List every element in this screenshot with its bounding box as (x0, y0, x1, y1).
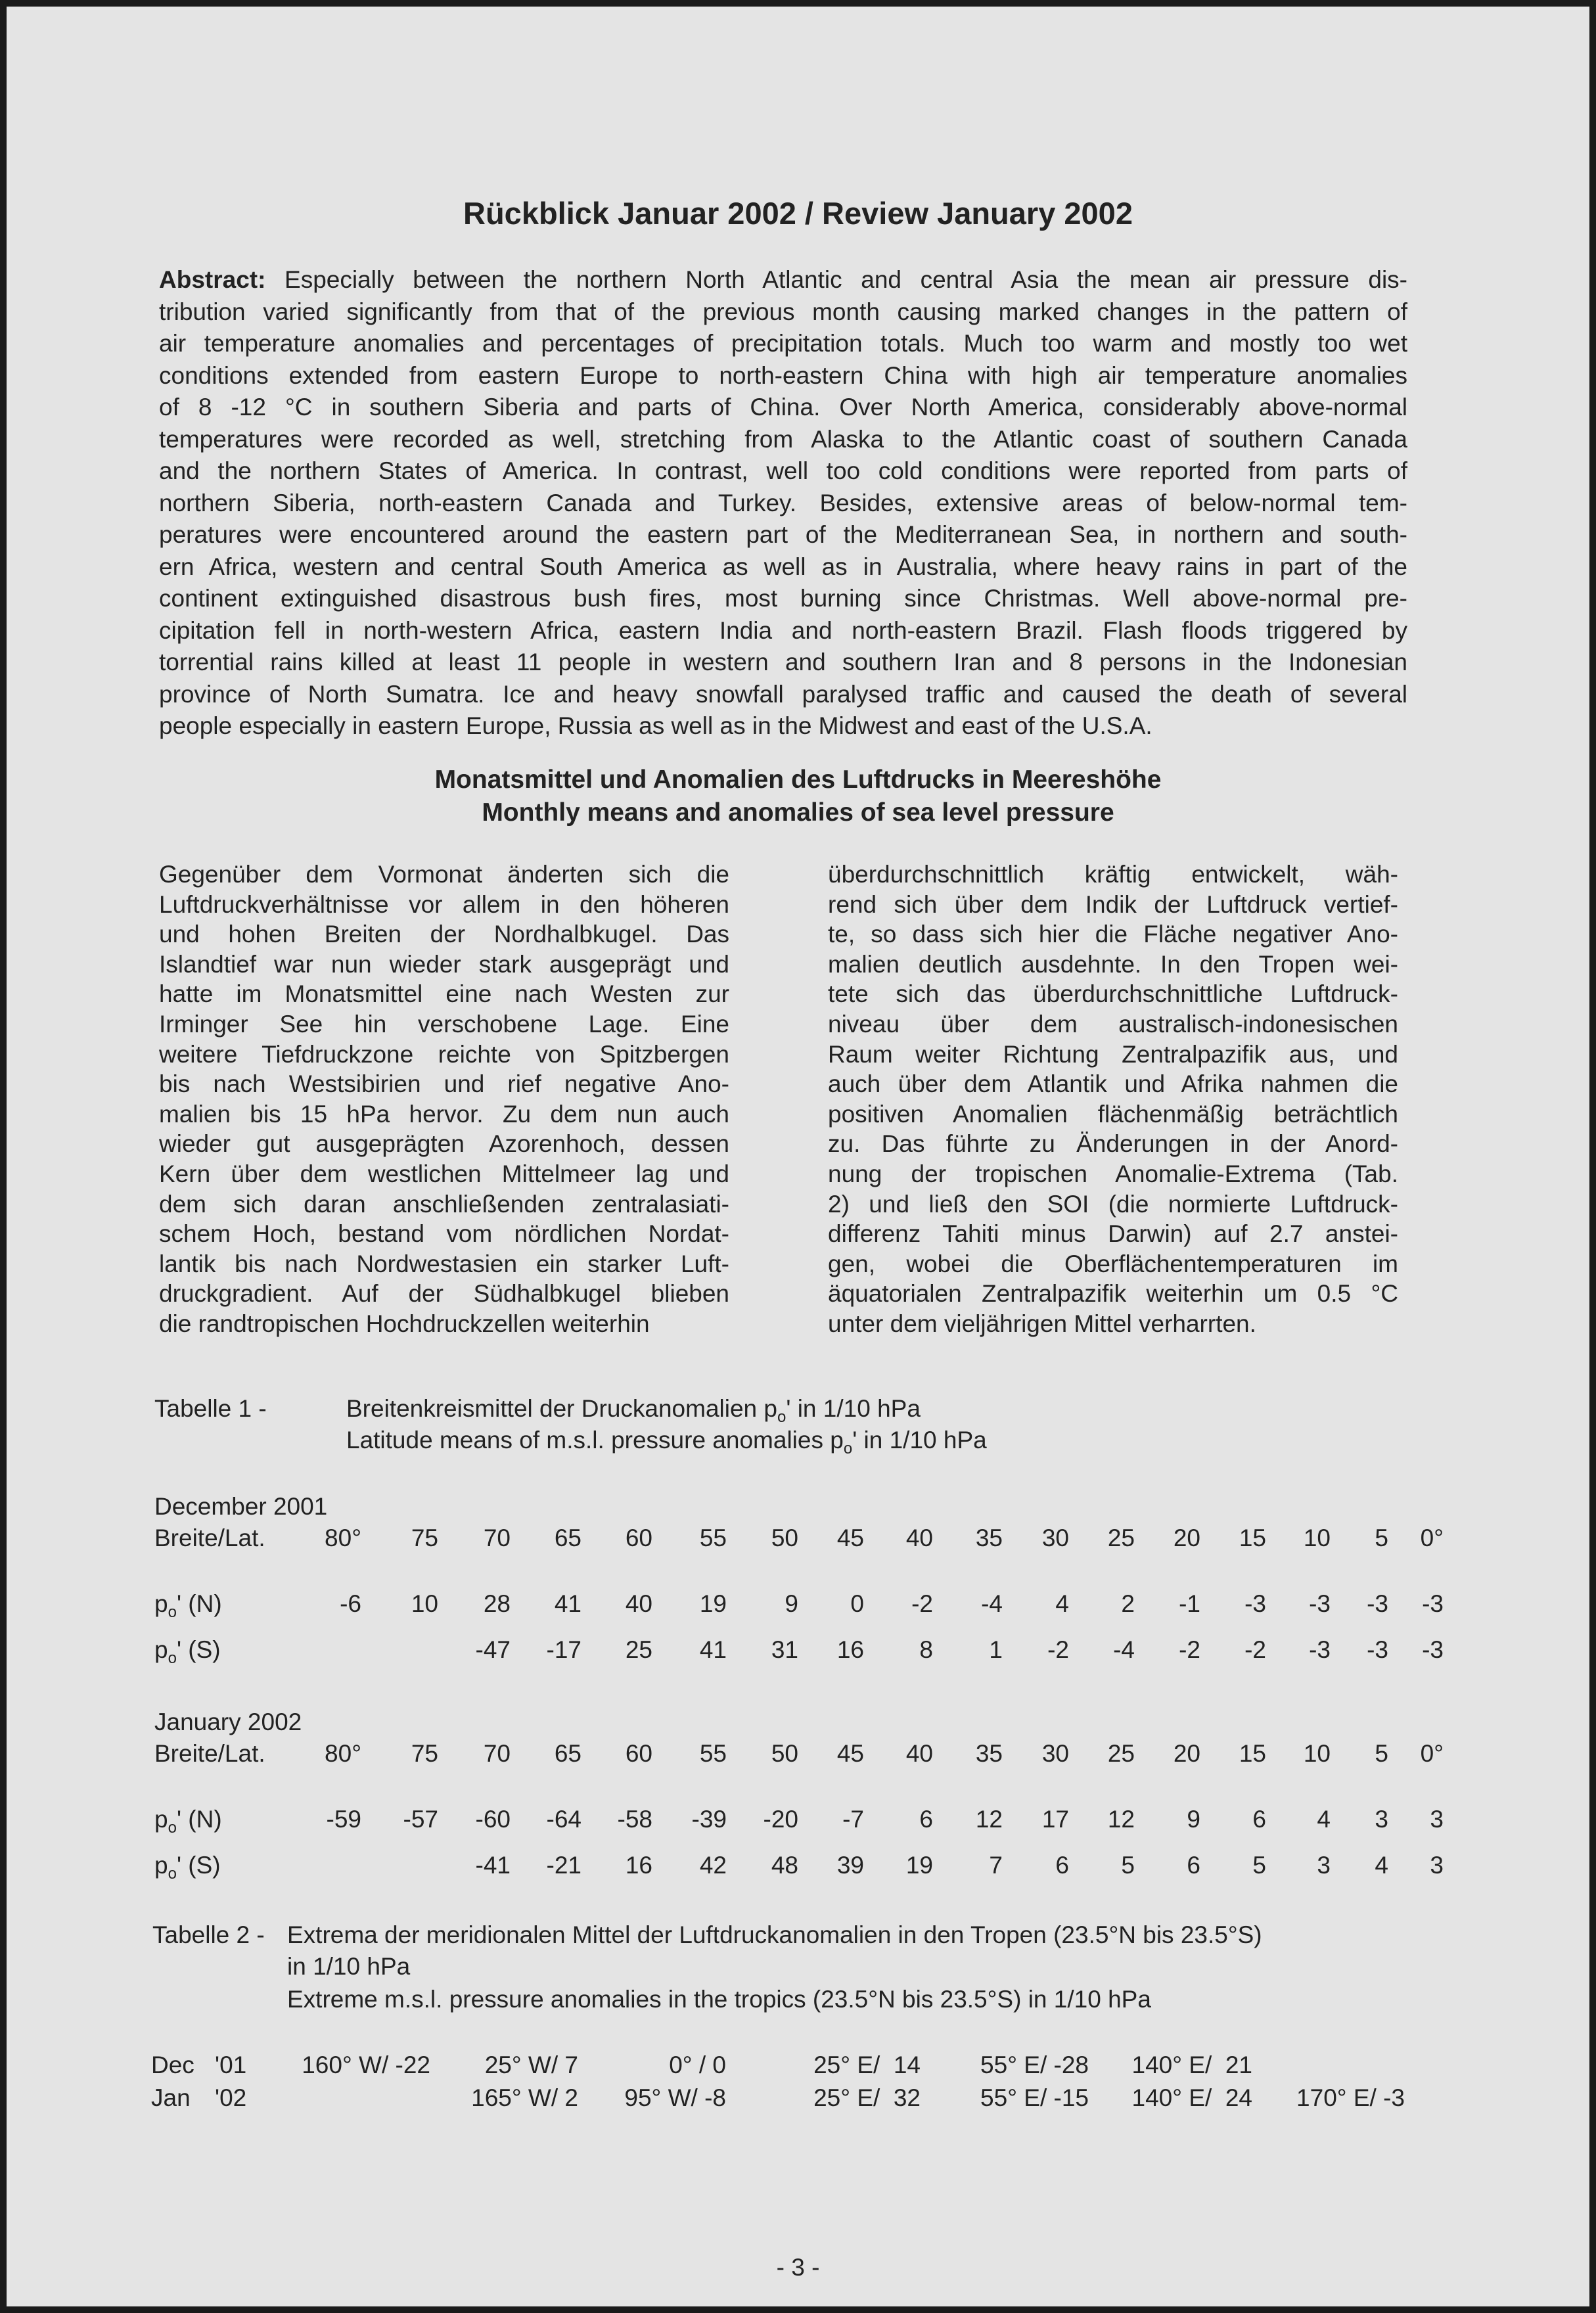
table1-north-cell: -6 (340, 1590, 361, 1617)
column-line: auch über dem Atlantik und Afrika nahmen die (828, 1070, 1398, 1098)
table1-lat-cell: 80° (325, 1524, 361, 1551)
column-line: überdurchschnittlich kräftig entwickelt, wäh- (828, 861, 1398, 888)
table1-lat-cell: 25 (1107, 1740, 1135, 1767)
table1-north-cell: -7 (842, 1806, 864, 1833)
column-line: zu. Das führte zu Änderungen in der Anord- (828, 1130, 1398, 1158)
table1-south-cell: -3 (1309, 1636, 1331, 1663)
table1-lat-header: Breite/Lat. (154, 1740, 265, 1767)
table2-cell: 25° W/ 7 (484, 2051, 578, 2078)
table1-north-header: $p_o'$ (N) (154, 1590, 222, 1621)
table1-south-cell: 39 (836, 1852, 864, 1879)
abstract-line: tribution varied significantly from that of the previous month causing marked changes in the pattern of (159, 298, 1407, 325)
abstract-line: province of North Sumatra. Ice and heavy snowfall paralysed traffic and caused the death of several (159, 680, 1407, 708)
table1-lat-cell: 55 (699, 1524, 727, 1551)
table1-lat-cell: 75 (411, 1524, 438, 1551)
abstract-line: Abstract: Especially between the northern North Atlantic and central Asia the mean air pressure dis- (159, 266, 1407, 293)
table1-lat-cell: 0° (1420, 1524, 1444, 1551)
column-line: malien bis 15 hPa hervor. Zu dem nun auch (159, 1100, 729, 1128)
abstract-line: conditions extended from eastern Europe to north-eastern China with high air temperature anomalies (159, 361, 1407, 389)
table1-lat-cell: 30 (1041, 1524, 1069, 1551)
table1-south-cell: 5 (1121, 1852, 1135, 1879)
table2-cell: 165° W/ 2 (471, 2084, 578, 2111)
table1-north-cell: -1 (1179, 1590, 1200, 1617)
table1-lat-cell: 15 (1239, 1740, 1266, 1767)
table1-north-cell: -3 (1244, 1590, 1266, 1617)
table1-south-cell: 48 (771, 1852, 798, 1879)
table1-north-header: $p_o'$ (N) (154, 1806, 222, 1837)
column-line: gen, wobei die Oberflächentemperaturen im (828, 1250, 1398, 1277)
abstract-label: Abstract: (159, 266, 266, 293)
table1-south-cell: 3 (1430, 1852, 1444, 1879)
table1-south-header: $p_o'$ (S) (154, 1852, 221, 1883)
page-title: Rückblick Januar 2002 / Review January 2002 (463, 196, 1133, 231)
abstract (159, 264, 1407, 743)
table1-lat-cell: 75 (411, 1740, 438, 1767)
table1-north-cell: 0 (850, 1590, 864, 1617)
column-line: differenz Tahiti minus Darwin) auf 2.7 anstei- (828, 1220, 1398, 1248)
column-line: malien deutlich ausdehnte. In den Tropen wei- (828, 950, 1398, 978)
table1-south-cell: 31 (771, 1636, 798, 1663)
column-line: tete sich das überdurchschnittliche Luftdruck- (828, 980, 1398, 1008)
table1-lat-cell: 0° (1420, 1740, 1444, 1767)
table1-north-cell: 3 (1375, 1806, 1388, 1833)
table2-cell: 95° W/ -8 (624, 2084, 726, 2111)
table2-caption-de-1: Extrema der meridionalen Mittel der Luftdruckanomalien in den Tropen (23.5°N bis 23.5°S) (287, 1921, 1262, 1948)
column-line: Kern über dem westlichen Mittelmeer lag und (159, 1160, 729, 1187)
abstract-line: cipitation fell in north-western Africa, eastern India and north-eastern Brazil. Flash floods triggered by (159, 616, 1407, 644)
table1-caption-de: Breitenkreismittel der Druckanomalien $p_o'$ in 1/10 hPa (346, 1395, 921, 1426)
table1-south-cell: -3 (1422, 1636, 1444, 1663)
abstract-line: temperatures were recorded as well, stretching from Alaska to the Atlantic coast of southern Canada (159, 425, 1407, 453)
table2-caption-en: Extreme m.s.l. pressure anomalies in the tropics (23.5°N bis 23.5°S) in 1/10 hPa (287, 1986, 1151, 2013)
column-line: druckgradient. Auf der Südhalbkugel blieben (159, 1280, 729, 1308)
table1-lat-cell: 25 (1107, 1524, 1135, 1551)
column-line: Gegenüber dem Vormonat änderten sich die (159, 861, 729, 888)
table1-lat-cell: 20 (1173, 1524, 1200, 1551)
table1-north-cell: 3 (1430, 1806, 1444, 1833)
table1-south-header: $p_o'$ (S) (154, 1636, 221, 1667)
table2-cell: 25° E/ 14 (813, 2051, 921, 2078)
table1-north-cell: -4 (981, 1590, 1003, 1617)
table1-lat-cell: 10 (1303, 1524, 1331, 1551)
table1-north-cell: -57 (403, 1806, 438, 1833)
table2-caption-de-2: in 1/10 hPa (287, 1953, 411, 1980)
table1-lat-cell: 60 (625, 1740, 652, 1767)
table1-south-cell: -41 (475, 1852, 511, 1879)
table1-lat-cell: 5 (1375, 1524, 1388, 1551)
table1-label: Tabelle 1 - (154, 1395, 267, 1422)
table1-north-cell: -58 (617, 1806, 652, 1833)
table1-month: December 2001 (154, 1493, 328, 1520)
abstract-line: northern Siberia, north-eastern Canada and Turkey. Besides, extensive areas of below-normal tem- (159, 489, 1407, 516)
column-line: Irminger See hin verschobene Lage. Eine (159, 1010, 729, 1038)
section-title-en: Monthly means and anomalies of sea level pressure (482, 798, 1114, 827)
abstract-line: peratures were encountered around the eastern part of the Mediterranean Sea, in northern and south- (159, 521, 1407, 548)
table1-north-cell: -64 (546, 1806, 581, 1833)
column-line: und hohen Breiten der Nordhalbkugel. Das (159, 921, 729, 948)
table1-north-cell: -2 (911, 1590, 933, 1617)
table1-south-cell: 6 (1055, 1852, 1069, 1879)
table2-cell: 55° E/ -28 (980, 2051, 1089, 2078)
table1-lat-cell: 70 (483, 1740, 511, 1767)
table1-north-cell: -3 (1309, 1590, 1331, 1617)
table1-north-cell: 4 (1055, 1590, 1069, 1617)
table1-south-cell: 1 (989, 1636, 1003, 1663)
table1-south-cell: 5 (1252, 1852, 1266, 1879)
table1-north-cell: 12 (1107, 1806, 1135, 1833)
column-line: rend sich über dem Indik der Luftdruck vertief- (828, 890, 1398, 918)
document-page (7, 7, 1589, 2306)
table2-cell: 0° / 0 (669, 2051, 726, 2078)
column-line: lantik bis nach Nordwestasien ein starker Luft- (159, 1250, 729, 1277)
column-line: schem Hoch, bestand vom nördlichen Nordat- (159, 1220, 729, 1248)
table2-cell: 170° E/ -3 (1296, 2084, 1405, 2111)
table2-year: '02 (215, 2084, 247, 2111)
table1-south-cell: -2 (1179, 1636, 1200, 1663)
abstract-line: ern Africa, western and central South America as well as in Australia, where heavy rains in part of the (159, 553, 1407, 580)
column-line: nung der tropischen Anomalie-Extrema (Tab. (828, 1160, 1398, 1187)
table1-south-cell: 42 (699, 1852, 727, 1879)
page-number: - 3 - (776, 2254, 820, 2281)
table1-north-cell: 12 (975, 1806, 1003, 1833)
column-line: unter dem vieljährigen Mittel verharrten. (828, 1310, 1256, 1337)
table1-south-cell: -2 (1244, 1636, 1266, 1663)
table1-lat-cell: 50 (771, 1740, 798, 1767)
column-line: positiven Anomalien flächenmäßig beträchtlich (828, 1100, 1398, 1128)
table1-north-cell: 10 (411, 1590, 438, 1617)
table1-north-cell: 17 (1041, 1806, 1069, 1833)
table1-north-cell: 40 (625, 1590, 652, 1617)
table1-south-cell: 25 (625, 1636, 652, 1663)
table1-south-cell: -4 (1113, 1636, 1135, 1663)
table2-month: Jan (151, 2084, 191, 2111)
table1-south-cell: 7 (989, 1852, 1003, 1879)
table1-lat-header: Breite/Lat. (154, 1524, 265, 1551)
table1-lat-cell: 35 (975, 1524, 1003, 1551)
table1-north-cell: 6 (1252, 1806, 1266, 1833)
abstract-line: torrential rains killed at least 11 people in western and southern Iran and 8 persons in the Indonesian (159, 649, 1407, 676)
column-line: wieder gut ausgeprägten Azorenhoch, dessen (159, 1130, 729, 1158)
table2-cell: 140° E/ 24 (1131, 2084, 1252, 2111)
column-line: Islandtief war nun wieder stark ausgeprägt und (159, 950, 729, 978)
abstract-line: continent extinguished disastrous bush fires, most burning since Christmas. Well above-normal pre- (159, 585, 1407, 612)
column-line: niveau über dem australisch-indonesischen (828, 1010, 1398, 1038)
table1-lat-cell: 55 (699, 1740, 727, 1767)
table1-south-cell: 4 (1375, 1852, 1388, 1879)
table1-south-cell: 41 (699, 1636, 727, 1663)
column-line: die randtropischen Hochdruckzellen weiterhin (159, 1310, 650, 1337)
table1-lat-cell: 40 (905, 1524, 933, 1551)
table1-lat-cell: 40 (905, 1740, 933, 1767)
table1-south-cell: 16 (836, 1636, 864, 1663)
table1-lat-cell: 20 (1173, 1740, 1200, 1767)
table1-south-cell: 19 (905, 1852, 933, 1879)
table1-north-cell: -39 (691, 1806, 727, 1833)
text-column-left (159, 859, 729, 1339)
table1-lat-cell: 5 (1375, 1740, 1388, 1767)
table1-lat-cell: 70 (483, 1524, 511, 1551)
table2-month: Dec (151, 2051, 194, 2078)
table1-south-cell: -21 (546, 1852, 581, 1879)
column-line: äquatorialen Zentralpazifik weiterhin um 0.5 °C (828, 1280, 1398, 1308)
column-line: 2) und ließ den SOI (die normierte Luftdruck- (828, 1190, 1398, 1218)
abstract-line: air temperature anomalies and percentages of precipitation totals. Much too warm and mostly too wet (159, 330, 1407, 357)
table1-lat-cell: 10 (1303, 1740, 1331, 1767)
table1-north-cell: 6 (919, 1806, 933, 1833)
table1-caption-en: Latitude means of m.s.l. pressure anomalies $p_o'$ in 1/10 hPa (346, 1427, 987, 1457)
column-line: te, so dass sich hier die Fläche negativer Ano- (828, 921, 1398, 948)
table2-cell: 140° E/ 21 (1131, 2051, 1252, 2078)
table1-north-cell: 4 (1317, 1806, 1331, 1833)
table1-north-cell: 41 (554, 1590, 581, 1617)
table2-cell: 25° E/ 32 (813, 2084, 921, 2111)
table2-label: Tabelle 2 - (152, 1921, 265, 1948)
table2-cell: 55° E/ -15 (980, 2084, 1089, 2111)
column-line: bis nach Westsibirien und rief negative Ano- (159, 1070, 729, 1098)
table1-lat-cell: 50 (771, 1524, 798, 1551)
table1-south-cell: -2 (1047, 1636, 1069, 1663)
table1-north-cell: -3 (1367, 1590, 1388, 1617)
table1-north-cell: 9 (1187, 1806, 1200, 1833)
table1-north-cell: -20 (763, 1806, 798, 1833)
table1-south-cell: -17 (546, 1636, 581, 1663)
table1-south-cell: 3 (1317, 1852, 1331, 1879)
table1-lat-cell: 45 (836, 1524, 864, 1551)
abstract-line: and the northern States of America. In contrast, well too cold conditions were reported from parts of (159, 457, 1407, 484)
table1-north-cell: 2 (1121, 1590, 1135, 1617)
table1-lat-cell: 45 (836, 1740, 864, 1767)
table2-year: '01 (215, 2051, 247, 2078)
table1-north-cell: -59 (326, 1806, 361, 1833)
abstract-line: people especially in eastern Europe, Russia as well as in the Midwest and east of the U.S.A. (159, 712, 1152, 739)
table1-lat-cell: 65 (554, 1524, 581, 1551)
table1-north-cell: 28 (483, 1590, 511, 1617)
table1-south-cell: -47 (475, 1636, 511, 1663)
table1-lat-cell: 65 (554, 1740, 581, 1767)
table1-lat-cell: 15 (1239, 1524, 1266, 1551)
table1-north-cell: 9 (785, 1590, 798, 1617)
column-line: Luftdruckverhältnisse vor allem in den höheren (159, 890, 729, 918)
column-line: hatte im Monatsmittel eine nach Westen zur (159, 980, 729, 1008)
table1-lat-cell: 35 (975, 1740, 1003, 1767)
table2-cell: 160° W/ -22 (302, 2051, 430, 2078)
table1-south-cell: 16 (625, 1852, 652, 1879)
section-title-de: Monatsmittel und Anomalien des Luftdrucks in Meereshöhe (434, 766, 1162, 794)
table1-north-cell: 19 (699, 1590, 727, 1617)
column-line: weitere Tiefdruckzone reichte von Spitzbergen (159, 1040, 729, 1068)
table1-south-cell: 8 (919, 1636, 933, 1663)
table1-south-cell: 6 (1187, 1852, 1200, 1879)
column-line: Raum weiter Richtung Zentralpazifik aus, und (828, 1040, 1398, 1068)
table1-north-cell: -60 (475, 1806, 511, 1833)
table1-south-cell: -3 (1367, 1636, 1388, 1663)
table1-north-cell: -3 (1422, 1590, 1444, 1617)
column-line: dem sich daran anschließenden zentralasiati- (159, 1190, 729, 1218)
table1-lat-cell: 60 (625, 1524, 652, 1551)
text-column-right (828, 859, 1398, 1339)
table1-lat-cell: 30 (1041, 1740, 1069, 1767)
abstract-line: of 8 -12 °C in southern Siberia and parts of China. Over North America, considerably above-normal (159, 394, 1407, 421)
table1-month: January 2002 (154, 1708, 302, 1735)
table1-lat-cell: 80° (325, 1740, 361, 1767)
